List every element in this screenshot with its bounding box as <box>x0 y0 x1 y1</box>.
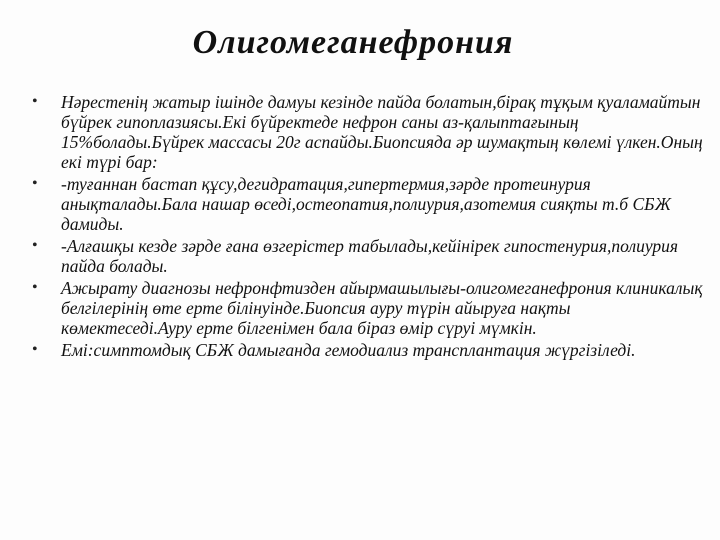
bullet-text: Емі:симптомдық СБЖ дамығанда гемодиализ трансплантация жүргізіледі. <box>61 340 636 360</box>
bullet-text: Ажырату диагнозы нефронфтизден айырмашылығы-олигомеганефрония клиникалық белгілерінің өте ерте білінуінде.Биопсия ауру түрін айыруға нақты көмектеседі.Ауру ерте білгенімен бала біраз өмір сүруі мүмкін. <box>61 278 703 338</box>
bullet-icon: • <box>32 279 38 296</box>
bullet-item <box>32 174 704 234</box>
bullet-text: -туғаннан бастап құсу,дегидратация,гипертермия,зәрде протеинурия анықталады.Бала нашар өседі,остеопатия,полиурия,азотемия сияқты т.б СБЖ дамиды. <box>61 174 671 234</box>
slide-title: Олигомеганефрония <box>192 24 514 61</box>
bullet-text: Нәрестенің жатыр ішінде дамуы кезінде пайда болатын,бірақ тұқым қуаламайтын бүйрек гипоплазиясы.Екі бүйректеде нефрон саны аз-қалыптағының 15%болады.Бүйрек массасы 20г аспайды.Биопсияда әр шумақтың көлемі үлкен.Оның екі түрі бар: <box>61 92 703 172</box>
bullet-item <box>32 92 704 172</box>
bullet-item <box>32 236 704 276</box>
bullet-item <box>32 278 704 338</box>
bullet-text: -Алғашқы кезде зәрде ғана өзгерістер табылады,кейінірек гипостенурия,полиурия пайда болады. <box>61 236 679 276</box>
bullet-icon: • <box>32 237 38 254</box>
bullet-item <box>32 340 704 360</box>
bullet-icon: • <box>32 175 38 192</box>
bullet-list <box>32 92 704 362</box>
bullet-icon: • <box>32 93 38 110</box>
bullet-icon: • <box>32 341 38 358</box>
